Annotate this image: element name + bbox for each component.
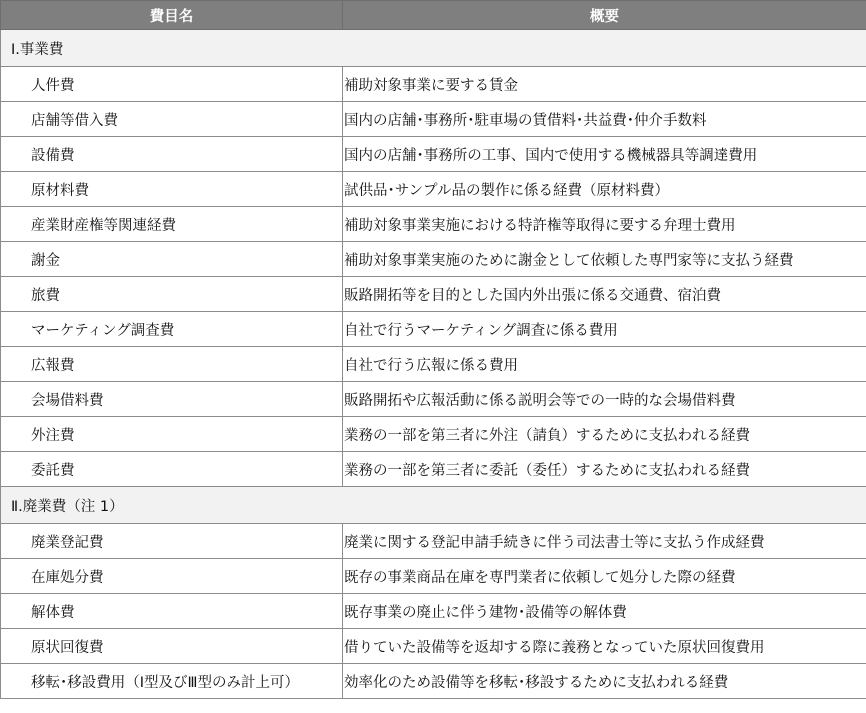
summary-cell: 自社で行う広報に係る費用 bbox=[343, 347, 866, 382]
summary-cell: 補助対象事業に要する賃金 bbox=[343, 67, 866, 102]
summary-cell: 効率化のため設備等を移転･移設するために支払われる経費 bbox=[343, 664, 866, 699]
table-row bbox=[1, 172, 866, 207]
summary-cell: 業務の一部を第三者に外注（請負）するために支払われる経費 bbox=[343, 417, 866, 452]
expense-name-cell: 在庫処分費 bbox=[1, 559, 343, 594]
section-title: Ⅰ.事業費 bbox=[1, 30, 866, 67]
expense-name-cell: 会場借料費 bbox=[1, 382, 343, 417]
expense-name-cell: 産業財産権等関連経費 bbox=[1, 207, 343, 242]
table-row bbox=[1, 207, 866, 242]
column-header-expense-name: 費目名 bbox=[1, 1, 343, 30]
summary-cell: 既存の事業商品在庫を専門業者に依頼して処分した際の経費 bbox=[343, 559, 866, 594]
expense-name-cell: 店舗等借入費 bbox=[1, 102, 343, 137]
summary-cell: 補助対象事業実施のために謝金として依頼した専門家等に支払う経費 bbox=[343, 242, 866, 277]
summary-cell: 補助対象事業実施における特許権等取得に要する弁理士費用 bbox=[343, 207, 866, 242]
table-row bbox=[1, 347, 866, 382]
section-row-business-expenses bbox=[1, 30, 866, 67]
summary-cell: 販路開拓等を目的とした国内外出張に係る交通費、宿泊費 bbox=[343, 277, 866, 312]
section-row-closure-expenses bbox=[1, 487, 866, 524]
table-row bbox=[1, 629, 866, 664]
expense-name-cell: 移転･移設費用（Ⅰ型及びⅢ型のみ計上可） bbox=[1, 664, 343, 699]
expense-name-cell: 旅費 bbox=[1, 277, 343, 312]
expense-name-cell: 原状回復費 bbox=[1, 629, 343, 664]
summary-cell: 自社で行うマーケティング調査に係る費用 bbox=[343, 312, 866, 347]
summary-cell: 借りていた設備等を返却する際に義務となっていた原状回復費用 bbox=[343, 629, 866, 664]
table-row bbox=[1, 594, 866, 629]
table-row bbox=[1, 277, 866, 312]
table-row bbox=[1, 312, 866, 347]
summary-cell: 既存事業の廃止に伴う建物･設備等の解体費 bbox=[343, 594, 866, 629]
table-row bbox=[1, 559, 866, 594]
table-row bbox=[1, 417, 866, 452]
table-row bbox=[1, 137, 866, 172]
table-row bbox=[1, 664, 866, 699]
summary-cell: 廃業に関する登記申請手続きに伴う司法書士等に支払う作成経費 bbox=[343, 524, 866, 559]
expense-name-cell: マーケティング調査費 bbox=[1, 312, 343, 347]
summary-cell: 国内の店舗･事務所･駐車場の賃借料･共益費･仲介手数料 bbox=[343, 102, 866, 137]
expense-name-cell: 設備費 bbox=[1, 137, 343, 172]
expense-name-cell: 廃業登記費 bbox=[1, 524, 343, 559]
table-row bbox=[1, 242, 866, 277]
table-header-row bbox=[1, 1, 866, 30]
section-title: Ⅱ.廃業費（注 1） bbox=[1, 487, 866, 524]
expense-name-cell: 人件費 bbox=[1, 67, 343, 102]
table-row bbox=[1, 102, 866, 137]
expense-name-cell: 解体費 bbox=[1, 594, 343, 629]
summary-cell: 試供品･サンプル品の製作に係る経費（原材料費） bbox=[343, 172, 866, 207]
table-row bbox=[1, 382, 866, 417]
expense-name-cell: 外注費 bbox=[1, 417, 343, 452]
summary-cell: 国内の店舗･事務所の工事、国内で使用する機械器具等調達費用 bbox=[343, 137, 866, 172]
table-row bbox=[1, 452, 866, 487]
table-row bbox=[1, 524, 866, 559]
table-row bbox=[1, 67, 866, 102]
column-header-summary: 概要 bbox=[343, 1, 866, 30]
expense-name-cell: 謝金 bbox=[1, 242, 343, 277]
expense-name-cell: 広報費 bbox=[1, 347, 343, 382]
expense-name-cell: 委託費 bbox=[1, 452, 343, 487]
summary-cell: 業務の一部を第三者に委託（委任）するために支払われる経費 bbox=[343, 452, 866, 487]
summary-cell: 販路開拓や広報活動に係る説明会等での一時的な会場借料費 bbox=[343, 382, 866, 417]
expense-name-cell: 原材料費 bbox=[1, 172, 343, 207]
